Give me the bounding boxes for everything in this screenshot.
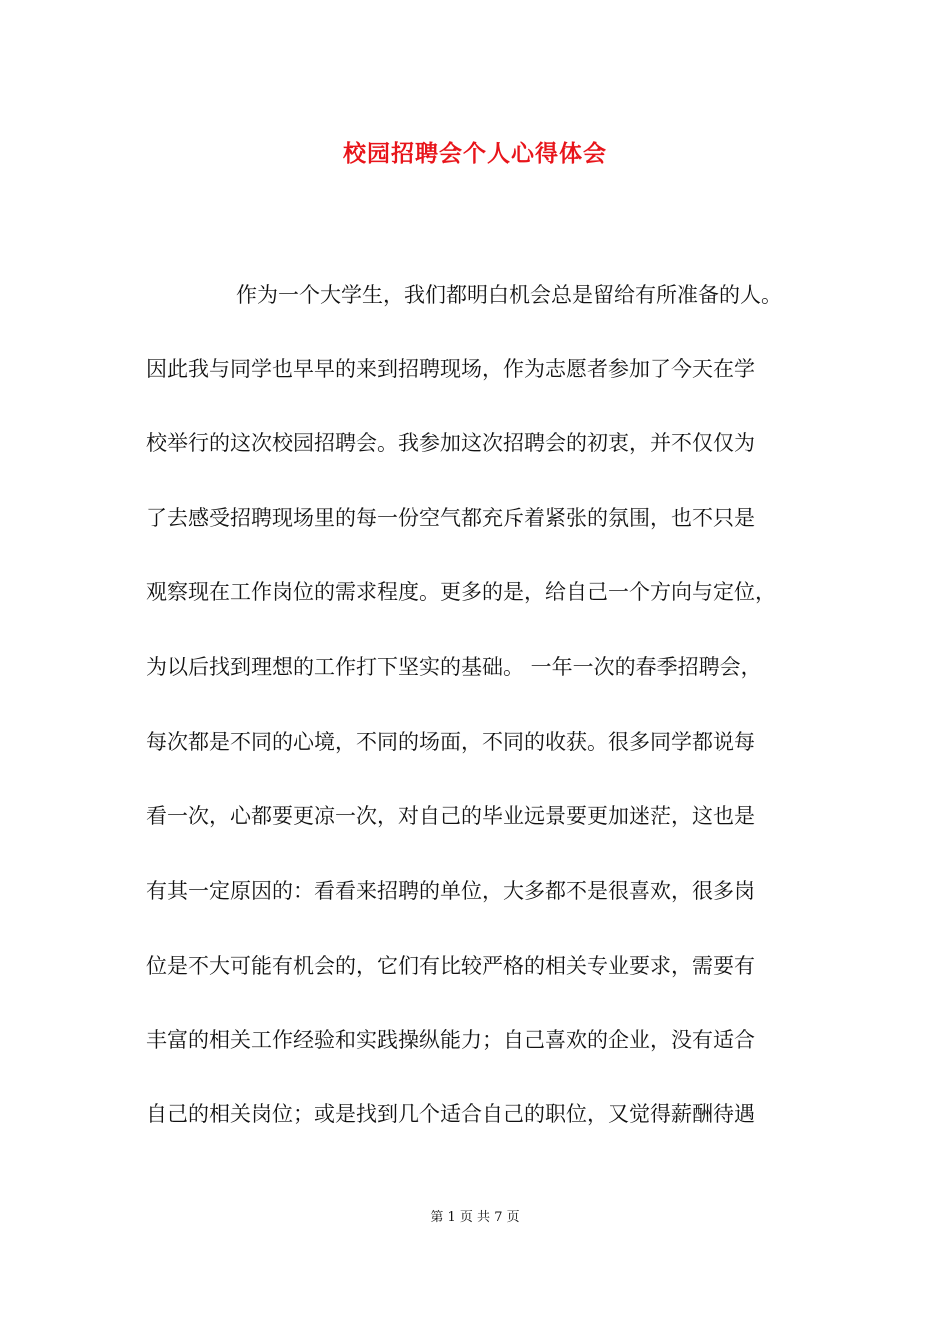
paragraph-line: 校举行的这次校园招聘会。我参加这次招聘会的初衷，并不仅仅为 bbox=[146, 431, 755, 455]
paragraph-line: 了去感受招聘现场里的每一份空气都充斥着紧张的氛围，也不只是 bbox=[146, 506, 755, 530]
paragraph-line: 自己的相关岗位；或是找到几个适合自己的职位，又觉得薪酬待遇 bbox=[146, 1102, 755, 1126]
paragraph-line: 丰富的相关工作经验和实践操纵能力；自己喜欢的企业，没有适合 bbox=[146, 1028, 755, 1052]
paragraph-line: 有其一定原因的：看看来招聘的单位，大多都不是很喜欢，很多岗 bbox=[146, 879, 755, 903]
paragraph-line: 每次都是不同的心境，不同的场面，不同的收获。很多同学都说每 bbox=[146, 730, 755, 754]
paragraph-line: 看一次，心都要更凉一次，对自己的毕业远景要更加迷茫，这也是 bbox=[146, 804, 755, 828]
paragraph-line: 因此我与同学也早早的来到招聘现场，作为志愿者参加了今天在学 bbox=[146, 357, 755, 381]
document-title: 校园招聘会个人心得体会 bbox=[343, 140, 607, 167]
paragraph-line: 作为一个大学生，我们都明白机会总是留给有所准备的人。 bbox=[236, 283, 782, 307]
paragraph-line: 为以后找到理想的工作打下坚实的基础。 一年一次的春季招聘会， bbox=[146, 655, 762, 679]
paragraph-line: 位是不大可能有机会的，它们有比较严格的相关专业要求，需要有 bbox=[146, 954, 755, 978]
page-number-footer: 第 1 页 共 7 页 bbox=[430, 1210, 520, 1225]
paragraph-line: 观察现在工作岗位的需求程度。更多的是，给自己一个方向与定位， bbox=[146, 580, 776, 604]
